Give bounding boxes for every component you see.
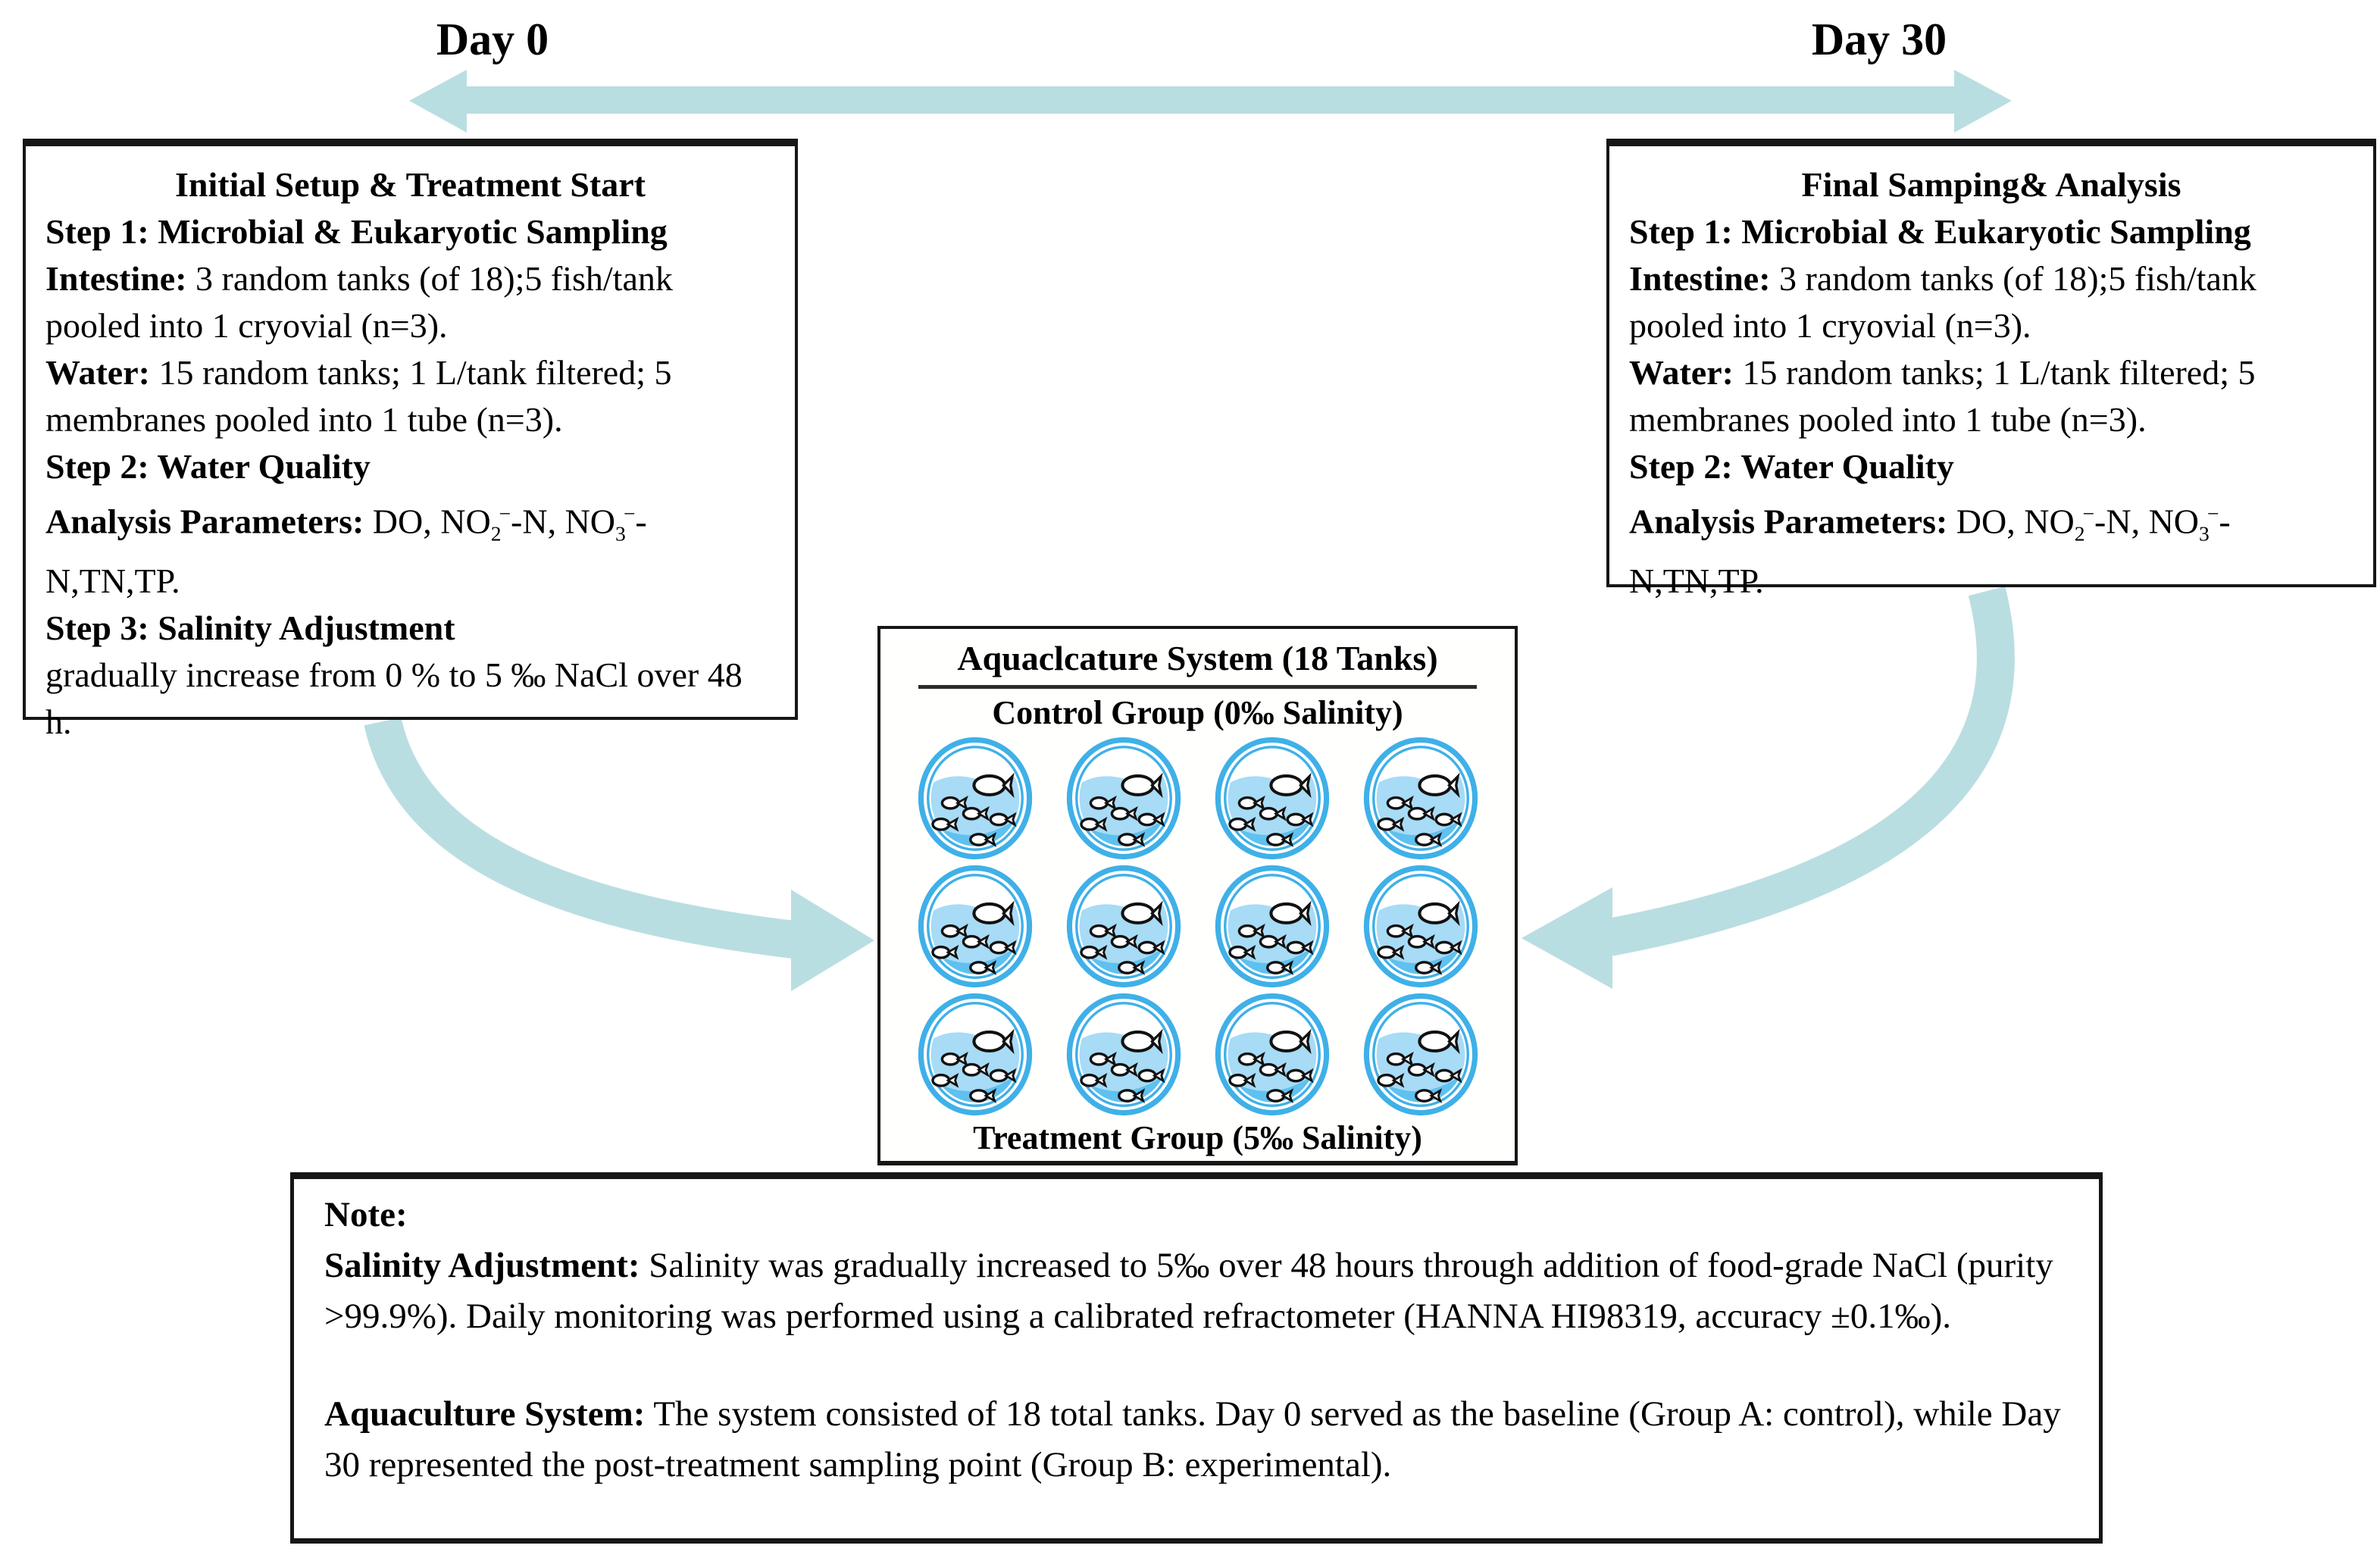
fish-tank-icon	[1065, 864, 1183, 989]
final-sampling-box	[1606, 139, 2376, 600]
fish-tank-icon	[916, 992, 1034, 1117]
aquaculture-system-box	[877, 626, 1518, 1165]
paragraph: gradually increase from 0 % to 5 ‰ NaCl over 48 h.	[45, 655, 743, 741]
paragraph: Salinity Adjustment: Salinity was gradually increased to 5‰ over 48 hours through addition of food-grade NaCl (purity >99.9%). Daily monitoring was performed using a calibrated refractometer (HANNA HI98319, accuracy ±0.1‰).	[324, 1246, 2053, 1336]
paragraph: Step 2: Water Quality	[1629, 447, 1954, 486]
paragraph: Step 1: Microbial & Eukaryotic Sampling	[45, 212, 668, 251]
paragraph: Intestine: 3 random tanks (of 18);5 fish/tank pooled into 1 cryovial (n=3).	[45, 259, 673, 345]
initial-setup-box	[23, 139, 798, 741]
system-title: Aquaclcature System (18 Tanks)	[957, 639, 1438, 677]
paragraph: Initial Setup & Treatment Start	[175, 165, 646, 204]
paragraph: Step 2: Water Quality	[45, 447, 371, 486]
paragraph: Step 1: Microbial & Eukaryotic Sampling	[1629, 212, 2251, 251]
tank-row	[916, 992, 1480, 1117]
paragraph: Water: 15 random tanks; 1 L/tank filtered; 5 membranes pooled into 1 tube (n=3).	[1629, 353, 2256, 439]
control-group-label: Control Group (0‰ Salinity)	[992, 694, 1403, 731]
day0-label: Day 0	[436, 14, 549, 64]
fish-tank-icon	[1213, 736, 1331, 861]
tank-row	[916, 736, 1480, 861]
curved-arrow-right-icon	[1522, 591, 1996, 989]
fish-tank-icon	[1213, 864, 1331, 989]
paragraph: Final Samping& Analysis	[1801, 165, 2181, 204]
paragraph: Aquaculture System: The system consisted of 18 total tanks. Day 0 served as the baseline (Group A: control), while Day 30 represented the post-treatment sampling point (Group B: experimental).	[324, 1394, 2061, 1484]
fish-tank-icon	[1362, 864, 1480, 989]
fish-tank-icon	[1362, 992, 1480, 1117]
timeline-double-arrow-icon	[409, 70, 2012, 133]
day30-label: Day 30	[1811, 14, 1947, 64]
paragraph: Water: 15 random tanks; 1 L/tank filtered; 5 membranes pooled into 1 tube (n=3).	[45, 353, 672, 439]
treatment-group-label: Treatment Group (5‰ Salinity)	[973, 1119, 1422, 1156]
fish-tank-icon	[916, 736, 1034, 861]
fish-tank-icon	[1362, 736, 1480, 861]
fish-tank-icon	[1065, 992, 1183, 1117]
tank-grid	[880, 736, 1515, 1117]
fish-tank-icon	[916, 864, 1034, 989]
curved-arrow-left-icon	[383, 721, 874, 991]
paragraph: Analysis Parameters: DO, $NO_2^--N$, $NO_3^--N,TN,TP$.	[45, 502, 647, 600]
paragraph: Step 3: Salinity Adjustment	[45, 608, 455, 647]
fish-tank-icon	[1065, 736, 1183, 861]
paragraph: Analysis Parameters: DO, $NO_2^--N$, $NO_3^--N,TN,TP$.	[1629, 502, 2231, 600]
fish-tank-icon	[1213, 992, 1331, 1117]
system-divider	[918, 685, 1477, 689]
paragraph: Note:	[324, 1195, 408, 1234]
tank-row	[916, 864, 1480, 989]
paragraph: Intestine: 3 random tanks (of 18);5 fish/tank pooled into 1 cryovial (n=3).	[1629, 259, 2256, 345]
note-box	[290, 1172, 2103, 1544]
